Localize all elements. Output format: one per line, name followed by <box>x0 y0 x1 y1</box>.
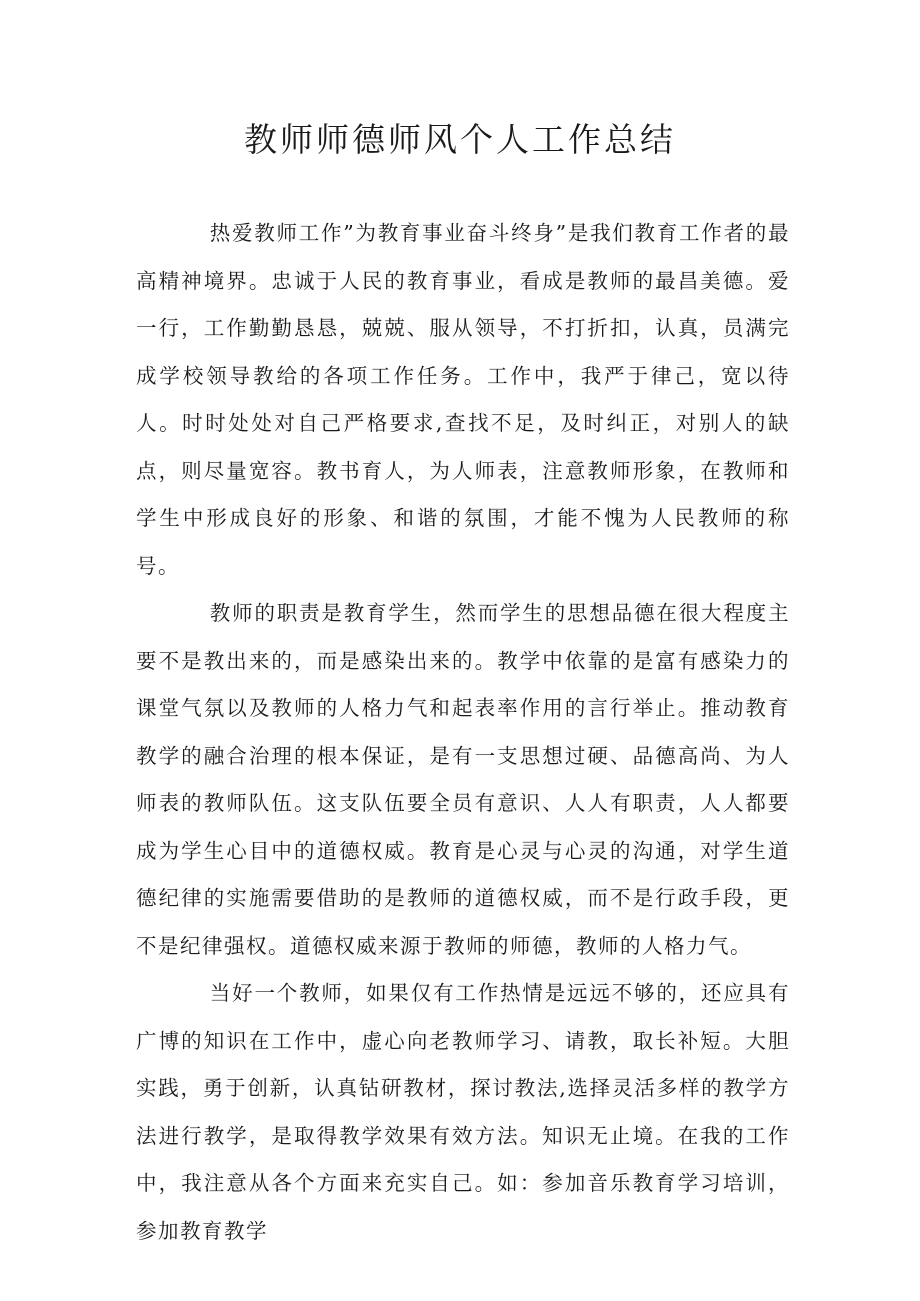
paragraph: 当好一个教师，如果仅有工作热情是远远不够的，还应具有广博的知识在工作中，虚心向老教师学习、请教，取长补短。大胆实践，勇于创新，认真钻研教材，探讨教法,选择灵活多样的教学方法进行教学，是取得教学效果有效方法。知识无止境。在我的工作中，我注意从各个方面来充实自己。如：参加音乐教育学习培训，参加教育教学 <box>136 981 790 1243</box>
document-title: 教师师德师风个人工作总结 <box>244 120 676 159</box>
document-body <box>136 210 790 1255</box>
paragraph: 教师的职责是教育学生，然而学生的思想品德在很大程度主要不是教出来的，而是感染出来的。教学中依靠的是富有感染力的课堂气氛以及教师的人格力气和起表率作用的言行举止。推动教育教学的融合治理的根本保证，是有一支思想过硬、品德高尚、为人师表的教师队伍。这支队伍要全员有意识、人人有职责，人人都要成为学生心目中的道德权威。教育是心灵与心灵的沟通，对学生道德纪律的实施需要借助的是教师的道德权威，而不是行政手段，更不是纪律强权。道德权威来源于教师的师德，教师的人格力气。 <box>136 601 790 958</box>
paragraph: 热爱教师工作”为教育事业奋斗终身”是我们教育工作者的最高精神境界。忠诚于人民的教育事业，看成是教师的最昌美德。爱一行，工作勤勤恳恳，兢兢、服从领导，不打折扣，认真，员满完成学校领导教给的各项工作任务。工作中，我严于律己，宽以待人。时时处处对自己严格要求,查找不足，及时纠正，对别人的缺点，则尽量宽容。教书育人，为人师表，注意教师形象，在教师和学生中形成良好的形象、和谐的氛围，才能不愧为人民教师的称号。 <box>136 221 790 578</box>
